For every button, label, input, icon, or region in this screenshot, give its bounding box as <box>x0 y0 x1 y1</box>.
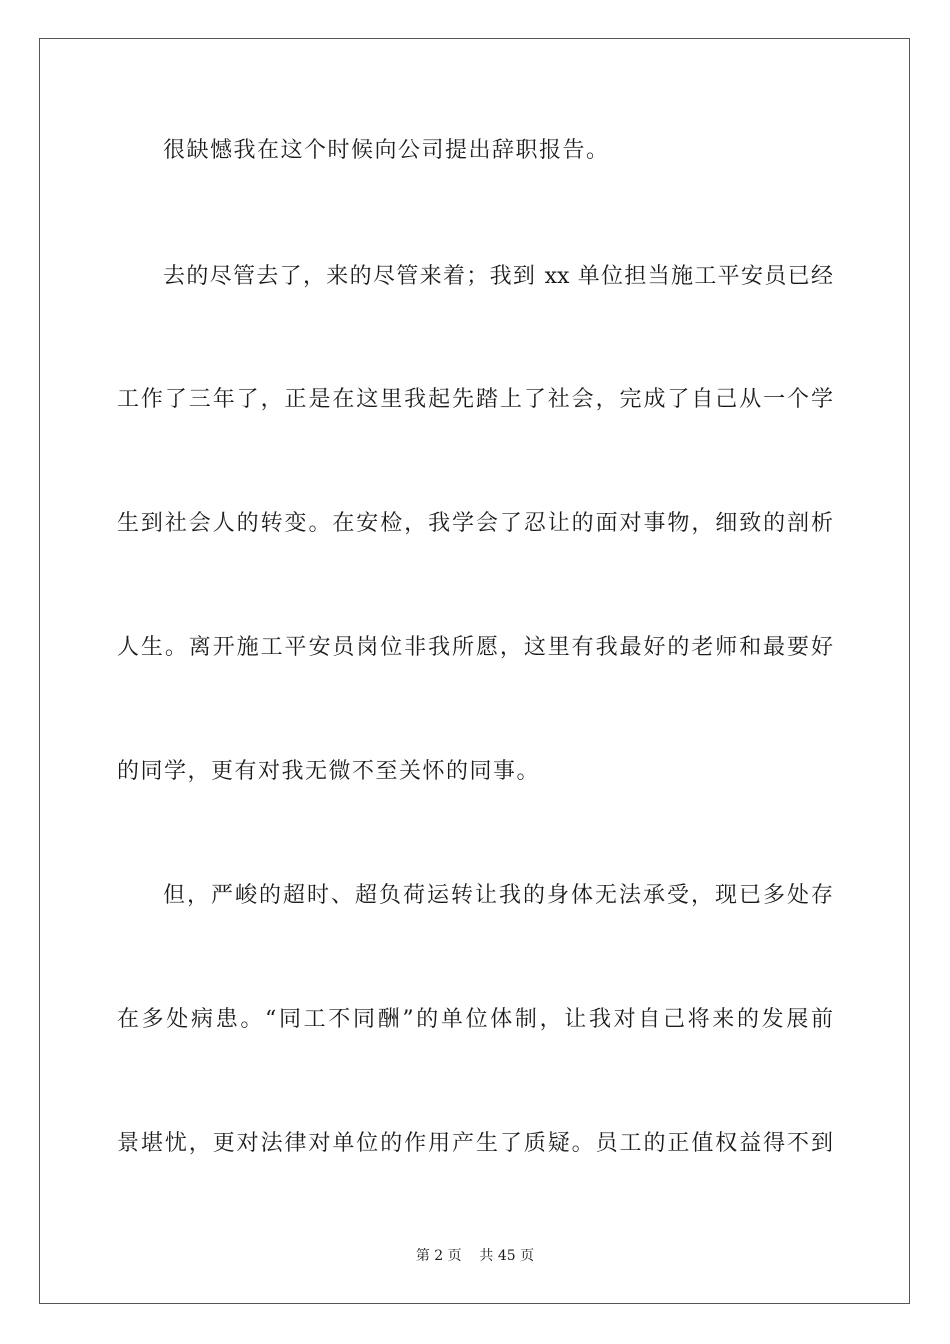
page-number: 第 2 页 共 45 页 <box>415 1248 535 1264</box>
paragraph-line: 生到社会人的转变。在安检，我学会了忍让的面对事物，细致的剖析 <box>117 511 833 536</box>
page-border <box>39 38 910 1304</box>
paragraph-line: 的同学，更有对我无微不至关怀的同事。 <box>117 759 541 784</box>
paragraph-line: 工作了三年了，正是在这里我起先踏上了社会，完成了自己从一个学 <box>117 387 833 412</box>
paragraph-line: 人生。离开施工平安员岗位非我所愿，这里有我最好的老师和最要好 <box>117 635 833 660</box>
paragraph-line: 在多处病患。“同工不同酬”的单位体制，让我对自己将来的发展前 <box>117 1007 833 1032</box>
paragraph-line: 去的尽管去了，来的尽管来着；我到 xx 单位担当施工平安员已经 <box>163 264 833 289</box>
paragraph-line: 景堪忧，更对法律对单位的作用产生了质疑。员工的正值权益得不到 <box>117 1131 833 1156</box>
paragraph-line: 但，严峻的超时、超负荷运转让我的身体无法承受，现已多处存 <box>163 883 833 908</box>
paragraph-line: 很缺憾我在这个时候向公司提出辞职报告。 <box>163 138 610 163</box>
